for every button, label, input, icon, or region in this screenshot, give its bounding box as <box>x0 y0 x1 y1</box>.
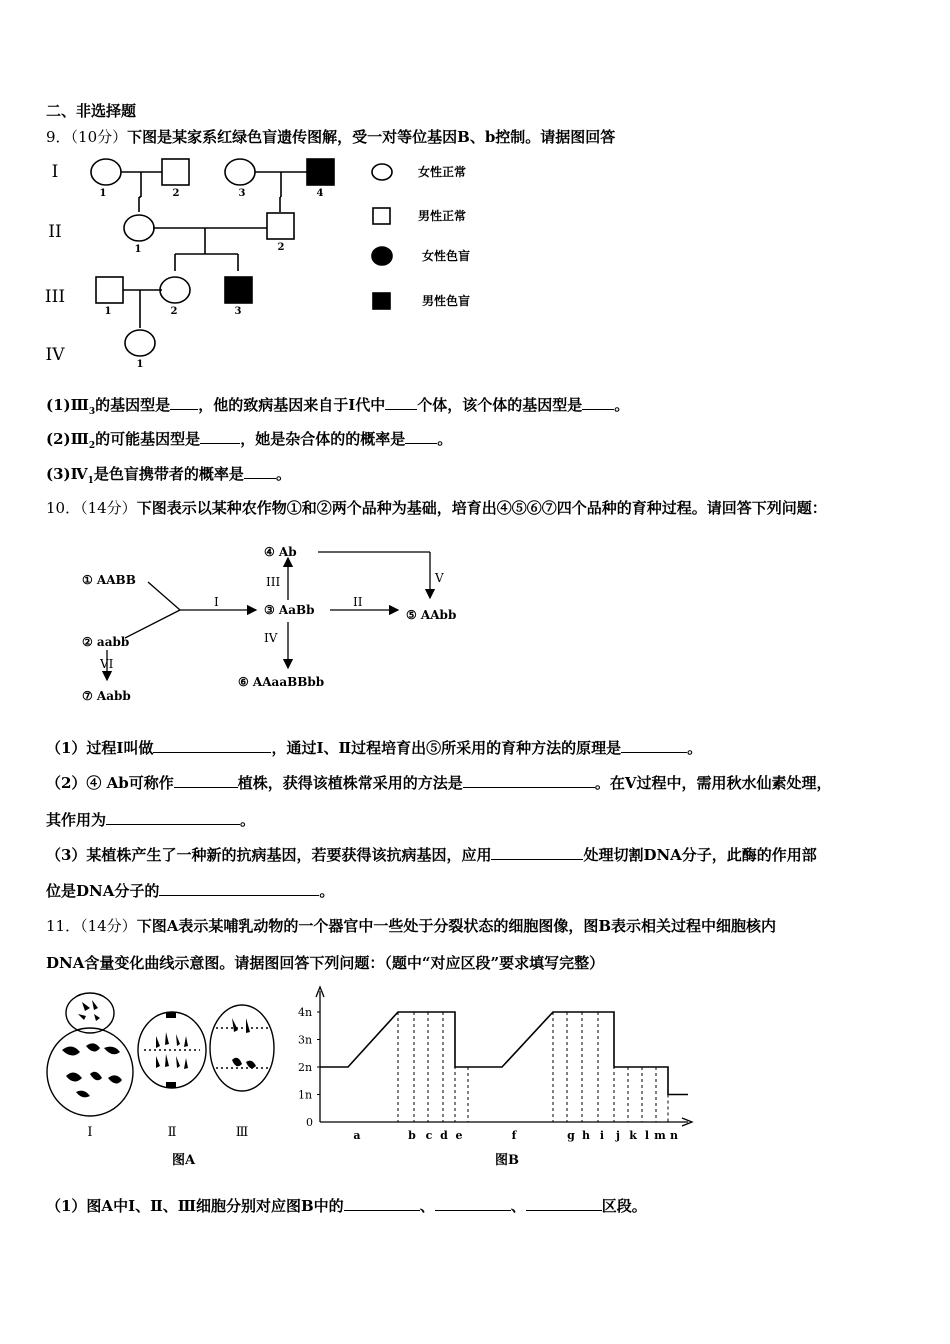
process-IV: IV <box>264 631 278 645</box>
q9-stem-text: 下图是某家系红绿色盲遗传图解，受一对等位基因B、b控制。请据图回答 <box>127 128 616 146</box>
id-IV1: 1 <box>136 359 144 370</box>
blank-q10-3b[interactable] <box>159 881 319 896</box>
III2-female <box>160 277 190 303</box>
legend-male-normal-icon <box>373 208 390 224</box>
q10-sub2b: 其作用为 。 <box>46 811 256 829</box>
I3-female <box>225 159 255 185</box>
x-segment-b: b <box>408 1129 416 1142</box>
figA-caption: 图A <box>172 1153 196 1168</box>
q11-stem2: DNA含量变化曲线示意图。请据图回答下列问题：（题中“对应区段”要求填写完整） <box>46 954 605 972</box>
x-segment-e: e <box>455 1129 463 1142</box>
q9-score: （10分） <box>70 128 128 146</box>
blank-q10-1a[interactable] <box>153 738 271 753</box>
node-7: ⑦ Aabb <box>82 689 131 703</box>
blank-q9-2a[interactable] <box>200 429 240 444</box>
figB-caption: 图B <box>495 1153 519 1168</box>
node-2: ② aabb <box>82 635 130 649</box>
blank-q10-3a[interactable] <box>491 845 583 860</box>
id-I1: 1 <box>99 188 107 199</box>
node-1: ① AABB <box>82 573 136 587</box>
x-segment-j: j <box>616 1129 620 1142</box>
process-VI: VI <box>100 657 114 671</box>
id-III1: 1 <box>104 306 112 317</box>
gen-label-2: II <box>48 222 62 242</box>
x-segment-i: i <box>599 1129 605 1142</box>
node-4: ④ Ab <box>264 545 297 559</box>
blank-q9-1b[interactable] <box>385 395 417 410</box>
blank-q9-3a[interactable] <box>244 464 276 479</box>
node-6: ⑥ AAaaBBbb <box>238 675 325 689</box>
cell-III <box>210 1005 274 1091</box>
blank-q11-1a[interactable] <box>344 1196 420 1211</box>
x-segment-g: g <box>567 1129 575 1142</box>
blank-q10-1b[interactable] <box>621 738 687 753</box>
figure-b-chart <box>290 985 710 1175</box>
II1-female <box>124 215 154 241</box>
q10-sub1: （1）过程Ⅰ叫做 ，通过Ⅰ、Ⅱ过程培育出⑤所采用的育种方法的原理是 。 <box>46 739 703 757</box>
II2-male <box>267 213 294 239</box>
id-III2: 2 <box>170 306 178 317</box>
q10-sub3: （3）某植株产生了一种新的抗病基因，若要获得该抗病基因，应用 处理切割DNA分子，此酶的作用部 <box>46 846 817 864</box>
I2-male <box>162 159 189 185</box>
legend-male-affected-icon <box>373 293 390 309</box>
y-tick-4n: 4n <box>298 1006 313 1019</box>
process-II: II <box>353 595 363 609</box>
id-I2: 2 <box>172 188 180 199</box>
blank-q11-1c[interactable] <box>526 1196 602 1211</box>
q9-sub3: $(3)Ⅳ_1$是色盲携带者的概率是 。 <box>46 465 291 486</box>
cell-I-top <box>66 993 114 1033</box>
legend-female-affected: 女性色盲 <box>422 249 471 263</box>
gen-label-1: I <box>51 162 59 182</box>
blank-q10-2c[interactable] <box>106 810 240 825</box>
I1-female <box>91 159 121 185</box>
gen-label-4: IV <box>45 345 65 365</box>
y-tick-2n: 2n <box>298 1061 313 1074</box>
figA-label-II: Ⅱ <box>167 1125 177 1140</box>
breeding-diagram <box>80 540 480 710</box>
legend-female-affected-icon <box>372 247 392 265</box>
x-segment-m: m <box>654 1129 666 1142</box>
x-segment-l: l <box>644 1129 650 1142</box>
q10-sub2: （2）④ Ab可称作 植株，获得该植株常采用的方法是 。在Ⅴ过程中，需用秋水仙素处理， <box>46 774 832 792</box>
q9-stem <box>46 127 615 147</box>
I4-male-affected <box>307 159 334 185</box>
section-title: 二、非选择题 <box>46 102 137 120</box>
x-segment-h: h <box>582 1129 590 1142</box>
III1-male <box>96 277 123 303</box>
q11-sub1: （1）图A中Ⅰ、Ⅱ、Ⅲ细胞分别对应图B中的 、 、 区段。 <box>46 1197 647 1215</box>
legend-male-normal: 男性正常 <box>418 209 467 223</box>
q9-sub2: $(2)Ⅲ_2$的可能基因型是 ，她是杂合体的的概率是 。 <box>46 430 453 451</box>
x-segment-k: k <box>629 1129 637 1142</box>
III3-male-affected <box>225 277 252 303</box>
legend-female-normal-icon <box>372 164 392 180</box>
id-II2: 2 <box>277 242 285 253</box>
y-tick-3n: 3n <box>298 1033 313 1047</box>
node-5: ⑤ AAbb <box>406 608 457 622</box>
blank-q10-2a[interactable] <box>174 773 238 788</box>
gen-label-3: III <box>44 287 66 307</box>
blank-q9-1a[interactable] <box>170 395 198 410</box>
blank-q9-1c[interactable] <box>582 395 614 410</box>
cell-I <box>47 1028 133 1116</box>
x-segment-a: a <box>353 1129 361 1142</box>
y-tick-0: 0 <box>306 1116 313 1129</box>
process-V: V <box>435 571 444 585</box>
legend-female-normal: 女性正常 <box>418 165 467 179</box>
process-I: I <box>214 595 219 609</box>
q9-sub1: $(1)Ⅲ_3$的基因型是 ，他的致病基因来自于Ⅰ代中 个体，该个体的基因型是 。 <box>46 396 630 417</box>
legend-male-affected: 男性色盲 <box>422 294 471 308</box>
IV1-female <box>125 330 155 356</box>
blank-q10-2b[interactable] <box>463 773 595 788</box>
y-tick-1n: 1n <box>298 1088 313 1102</box>
pedigree-diagram <box>40 150 480 375</box>
x-segment-d: d <box>440 1129 448 1142</box>
q10-stem: 10．（14分）下图表示以某种农作物①和②两个品种为基础，培育出④⑤⑥⑦四个品种的育种过程。请回答下列问题： <box>46 499 827 517</box>
figA-label-I: Ⅰ <box>87 1125 93 1140</box>
x-segment-f: f <box>511 1129 517 1142</box>
q9-number: 9． <box>46 128 71 146</box>
id-III3: 3 <box>234 306 242 317</box>
figA-label-III: Ⅲ <box>235 1125 249 1140</box>
id-I3: 3 <box>238 188 246 199</box>
blank-q11-1b[interactable] <box>435 1196 511 1211</box>
id-I4: 4 <box>316 188 324 199</box>
blank-q9-2b[interactable] <box>405 429 437 444</box>
id-II1: 1 <box>134 244 142 255</box>
dna-content-line <box>320 1012 688 1095</box>
x-segment-c: c <box>425 1129 433 1142</box>
node-3: ③ AaBb <box>264 603 315 617</box>
figure-a-cells <box>48 988 288 1168</box>
q11-stem: 11．（14分）下图A表示某哺乳动物的一个器官中一些处于分裂状态的细胞图像，图B表示相关过程中细胞核内 <box>46 917 777 935</box>
q10-sub3b: 位是DNA分子的 。 <box>46 882 335 900</box>
process-III: III <box>266 575 281 589</box>
x-segment-n: n <box>670 1129 678 1142</box>
